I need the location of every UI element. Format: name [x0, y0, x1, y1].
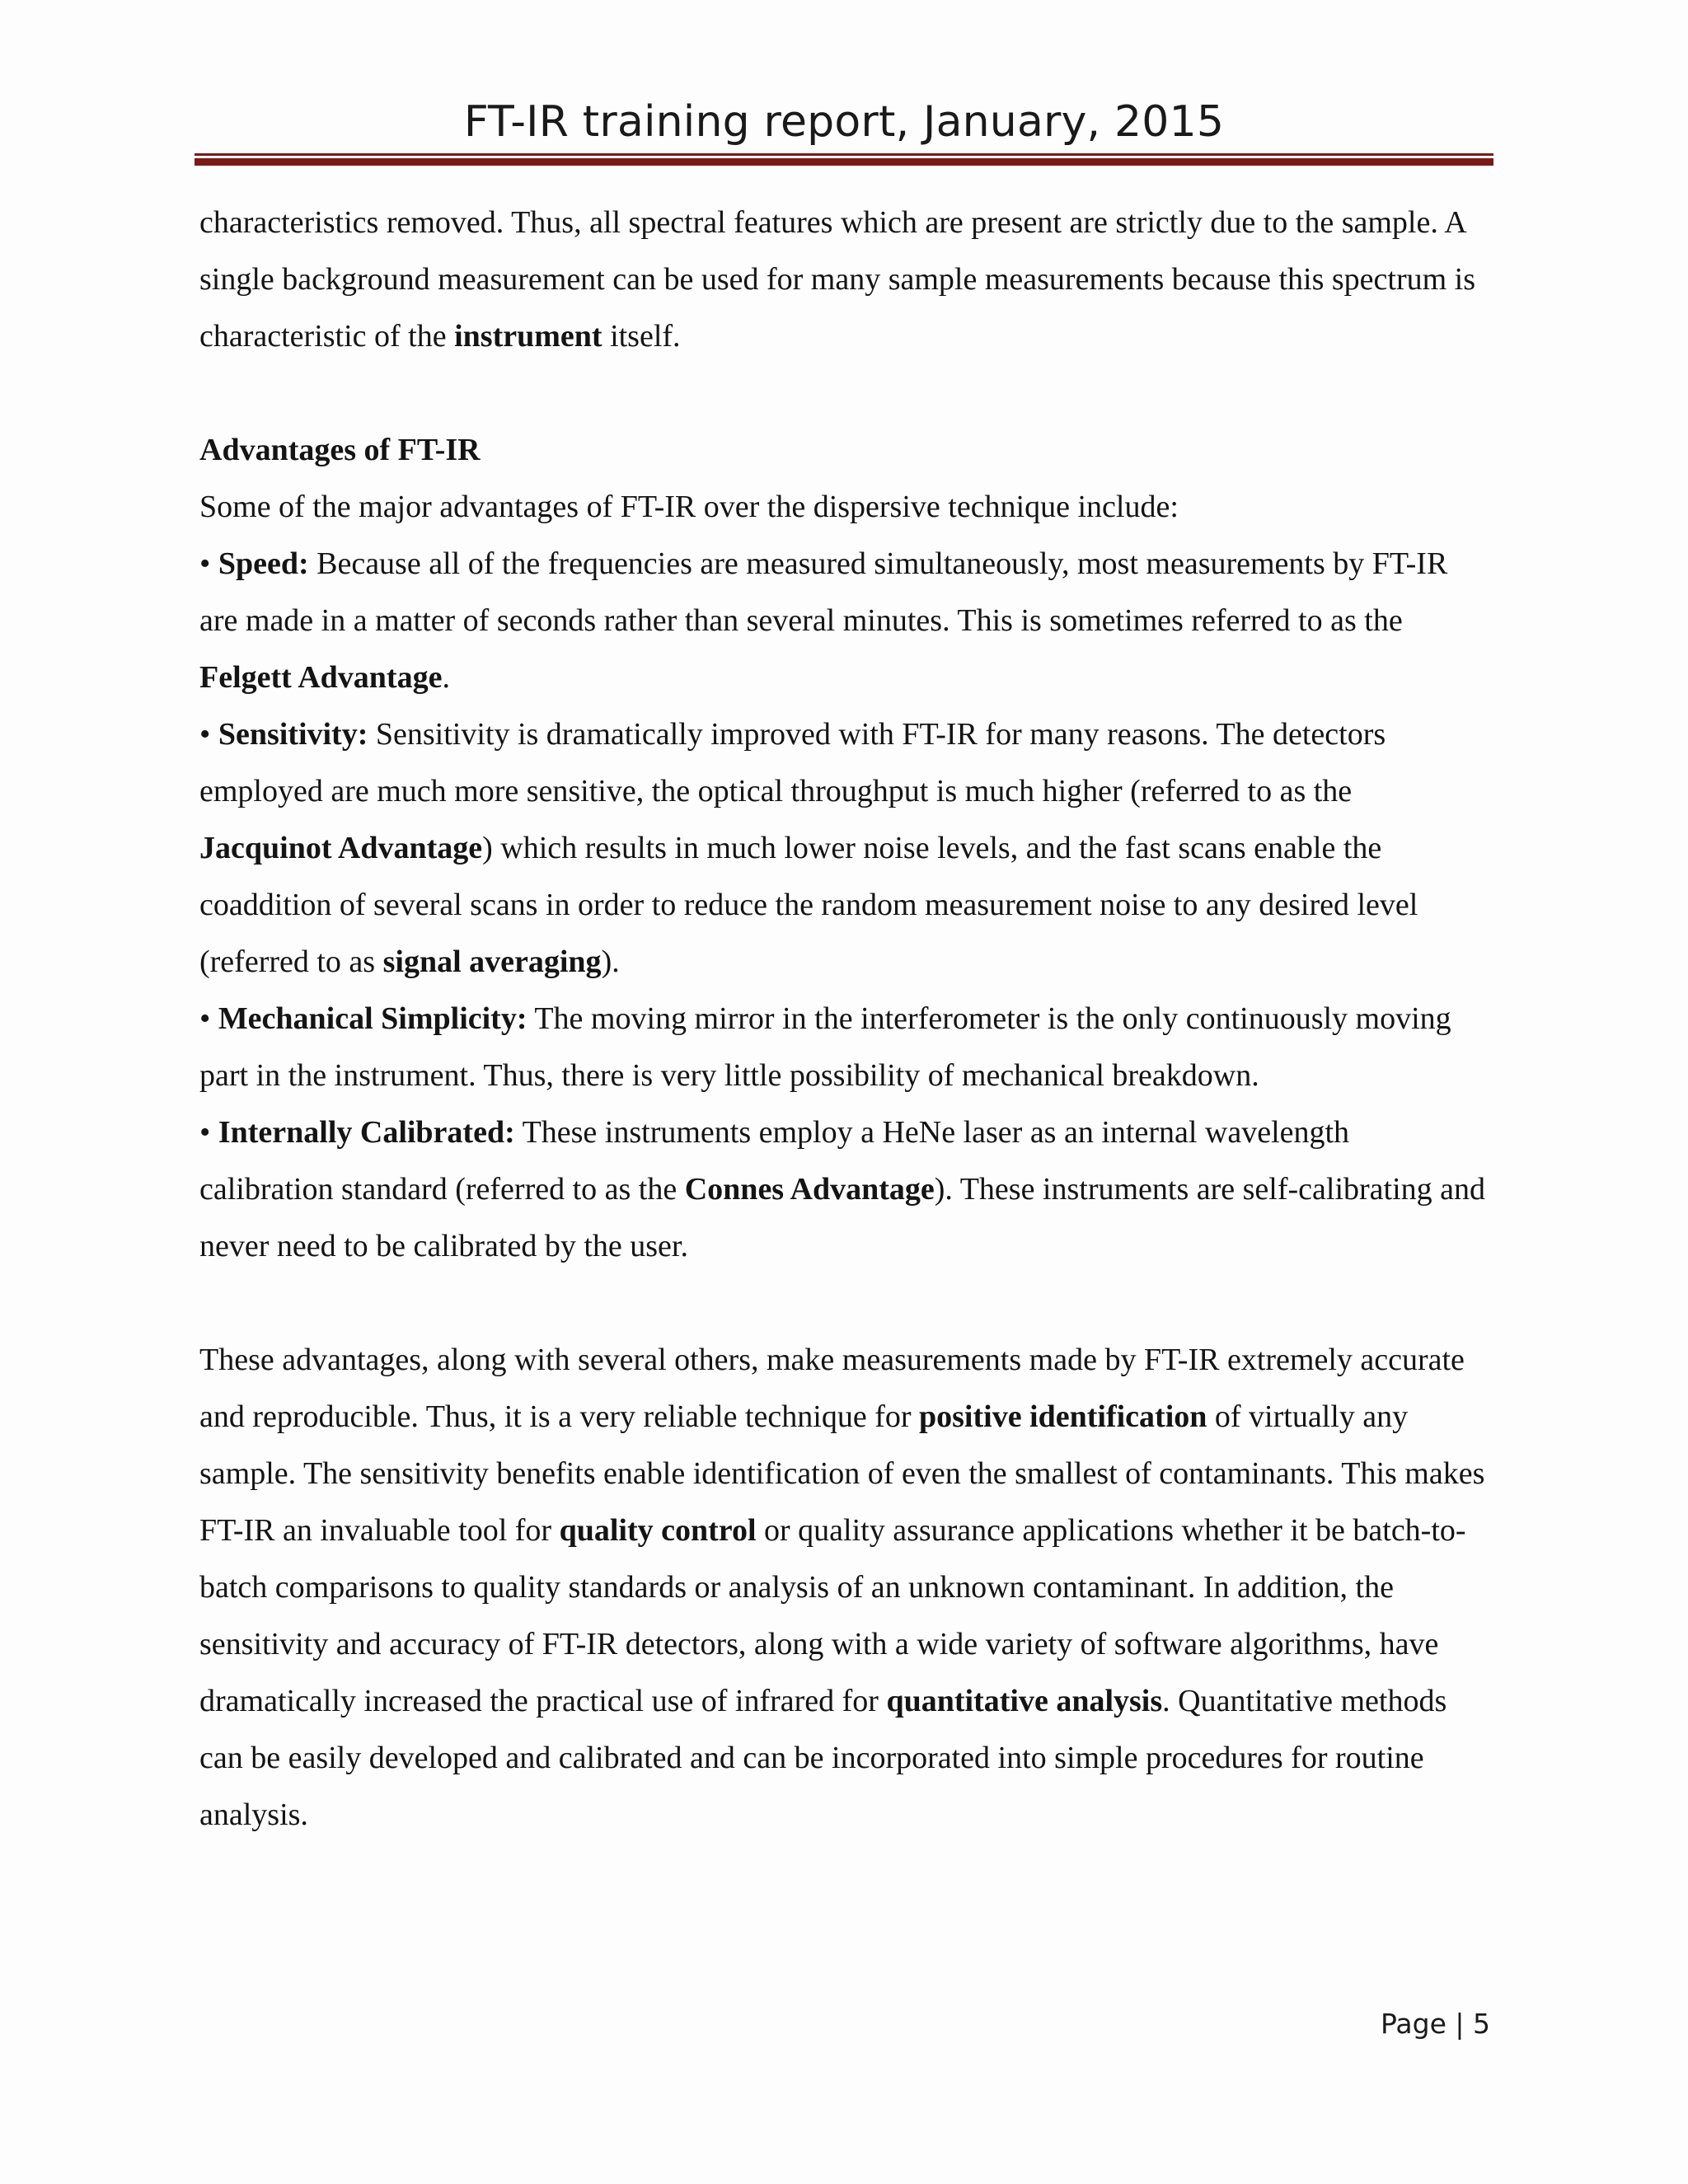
- header-rule-thick: [195, 158, 1493, 166]
- sensitivity-bold-term-1: Jacquinot Advantage: [199, 831, 483, 865]
- speed-bold-term: Felgett Advantage: [199, 660, 443, 695]
- conclusion-paragraph: [199, 1332, 1490, 1844]
- advantages-heading-text: Advantages of FT-IR: [199, 433, 481, 467]
- sensitivity-label: Sensitivity:: [218, 717, 368, 752]
- conclusion-text-a: These advantages, along with several others, make measurements made by FT-IR extremely accurate and reproducible. Thus, it is a very reliable technique for: [199, 1343, 1465, 1434]
- calibrated-text-a: These instruments employ a HeNe laser as an internal wavelength calibration standard (referred to as the: [199, 1115, 1350, 1207]
- paragraph-gap: [199, 1275, 1490, 1332]
- calibrated-label: Internally Calibrated:: [218, 1115, 515, 1150]
- sensitivity-text-b: ) which results in much lower noise levels, and the fast scans enable the coaddition of several scans in order to reduce the random measurement noise to any desired level (referred to as: [199, 831, 1418, 979]
- speed-label: Speed:: [218, 546, 309, 581]
- conclusion-text-d: . Quantitative methods can be easily developed and calibrated and can be incorporated into simple procedures for routine analysis.: [199, 1684, 1447, 1832]
- intro-text-a: characteristics removed. Thus, all spectral features which are present are strictly due to the sample. A single background measurement can be used for many sample measurements because this spectrum is characteristic of the: [199, 205, 1476, 354]
- speed-item: [199, 536, 1490, 706]
- bullet-glyph: •: [199, 546, 211, 581]
- conclusion-bold-3: quantitative analysis: [886, 1684, 1163, 1718]
- intro-bold-instrument: instrument: [454, 319, 603, 354]
- calibrated-bold-term: Connes Advantage: [684, 1172, 935, 1207]
- calibrated-item: [199, 1104, 1490, 1275]
- bullet-glyph: •: [199, 1115, 211, 1150]
- header-rule-thin: [195, 153, 1493, 156]
- paragraph-gap: [199, 365, 1490, 422]
- calibrated-text-b: ). These instruments are self-calibrating and never need to be calibrated by the user.: [199, 1172, 1486, 1263]
- intro-text-b: itself.: [602, 319, 681, 354]
- bullet-glyph: •: [199, 717, 211, 752]
- speed-text-a: Because all of the frequencies are measured simultaneously, most measurements by FT-IR are made in a matter of seconds rather than several minutes. This is sometimes referred to as the: [199, 546, 1448, 638]
- body-text: [199, 194, 1490, 1844]
- advantages-lead: Some of the major advantages of FT-IR over the dispersive technique include:: [199, 490, 1179, 524]
- advantages-heading: [199, 422, 1490, 479]
- conclusion-text-b: of virtually any sample. The sensitivity benefits enable identification of even the smallest of contaminants. This makes FT-IR an invaluable tool for: [199, 1399, 1485, 1548]
- conclusion-bold-2: quality control: [559, 1513, 757, 1548]
- sensitivity-bold-term-2: signal averaging: [382, 944, 602, 979]
- sensitivity-item: [199, 706, 1490, 991]
- conclusion-bold-1: positive identification: [919, 1399, 1207, 1434]
- mechanical-label: Mechanical Simplicity:: [218, 1001, 528, 1036]
- conclusion-text-c: or quality assurance applications whether it be batch-to-batch comparisons to quality standards or analysis of an unknown contaminant. In addition, the sensitivity and accuracy of FT-IR detectors, along with a wide variety of software algorithms, have dramatically increased the practical use of infrared for: [199, 1513, 1466, 1718]
- page-header-title: FT-IR training report, January, 2015: [463, 97, 1225, 147]
- mechanical-item: [199, 991, 1490, 1104]
- bullet-glyph: •: [199, 1001, 211, 1036]
- intro-paragraph: [199, 194, 1490, 365]
- speed-text-b: .: [442, 660, 450, 695]
- page-number: Page | 5: [1381, 2008, 1490, 2040]
- mechanical-text: The moving mirror in the interferometer is the only continuously moving part in the instrument. Thus, there is very little possibility of mechanical breakdown.: [199, 1001, 1451, 1093]
- sensitivity-text-c: ).: [601, 944, 620, 979]
- sensitivity-text-a: Sensitivity is dramatically improved with FT-IR for many reasons. The detectors employed are much more sensitive, the optical throughput is much higher (referred to as the: [199, 717, 1386, 808]
